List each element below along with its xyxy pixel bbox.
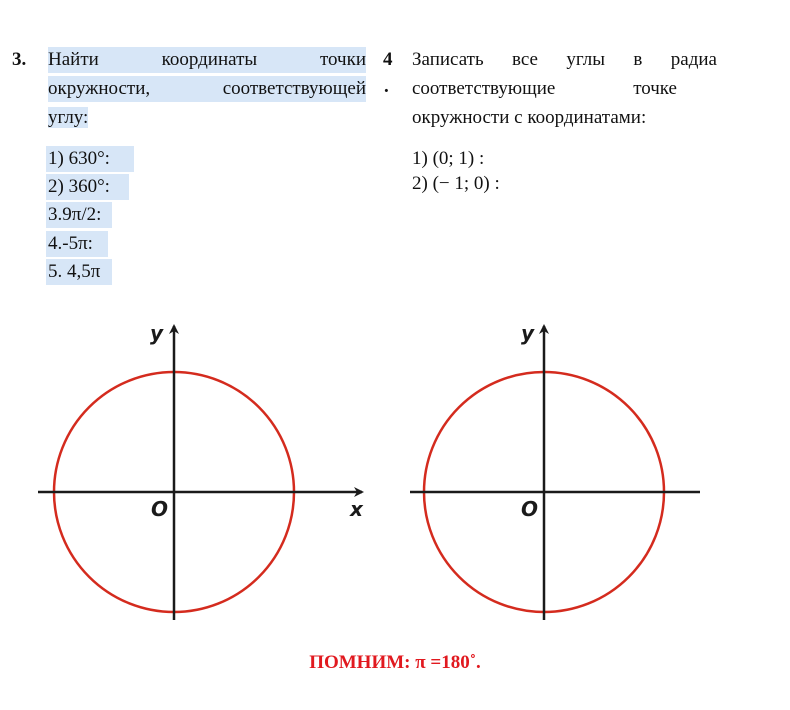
task4-word: радиа [670, 49, 717, 70]
task4-number: 4 [383, 49, 393, 70]
task3-word: точки [320, 47, 366, 73]
task3-item-4: 4.-5π: [46, 231, 108, 257]
task4-word: все [512, 49, 538, 70]
task4-word: точке [633, 78, 677, 99]
task3-word: окружности, [48, 76, 150, 102]
task3-item-1: 1) 630°: [46, 146, 134, 172]
task3-item-2: 2) 360°: [46, 174, 129, 200]
task4-item-2: 2) (− 1; 0) : [412, 173, 500, 194]
task3-word: Найти [48, 47, 99, 73]
task4-word: Записать [412, 49, 484, 70]
task3-item-5: 5. 4,5π [46, 259, 112, 285]
left-origin-label: O [151, 497, 169, 521]
task4-item-1: 1) (0; 1) : [412, 148, 485, 169]
task4-number-dot: . [384, 76, 389, 97]
task3-item-3: 3.9π/2: [46, 202, 112, 228]
right-origin-label: O [521, 497, 539, 521]
left-graph [38, 321, 364, 620]
left-y-label: y [150, 321, 164, 345]
task4-word: углы [566, 49, 605, 70]
task3-word: углу: [48, 107, 89, 128]
right-graph [410, 321, 700, 620]
reminder-note: ПОМНИМ: π =180˚. [309, 652, 481, 673]
task4-word: соответствующие [412, 78, 556, 99]
right-y-label: y [521, 321, 535, 345]
task4-line3: окружности с координатами: [412, 107, 647, 128]
left-x-label: x [350, 497, 363, 521]
task3-word: соответствующей [223, 76, 366, 102]
task3-word: координаты [162, 47, 258, 73]
task3-number: 3. [12, 49, 27, 70]
task4-word: в [633, 49, 643, 70]
